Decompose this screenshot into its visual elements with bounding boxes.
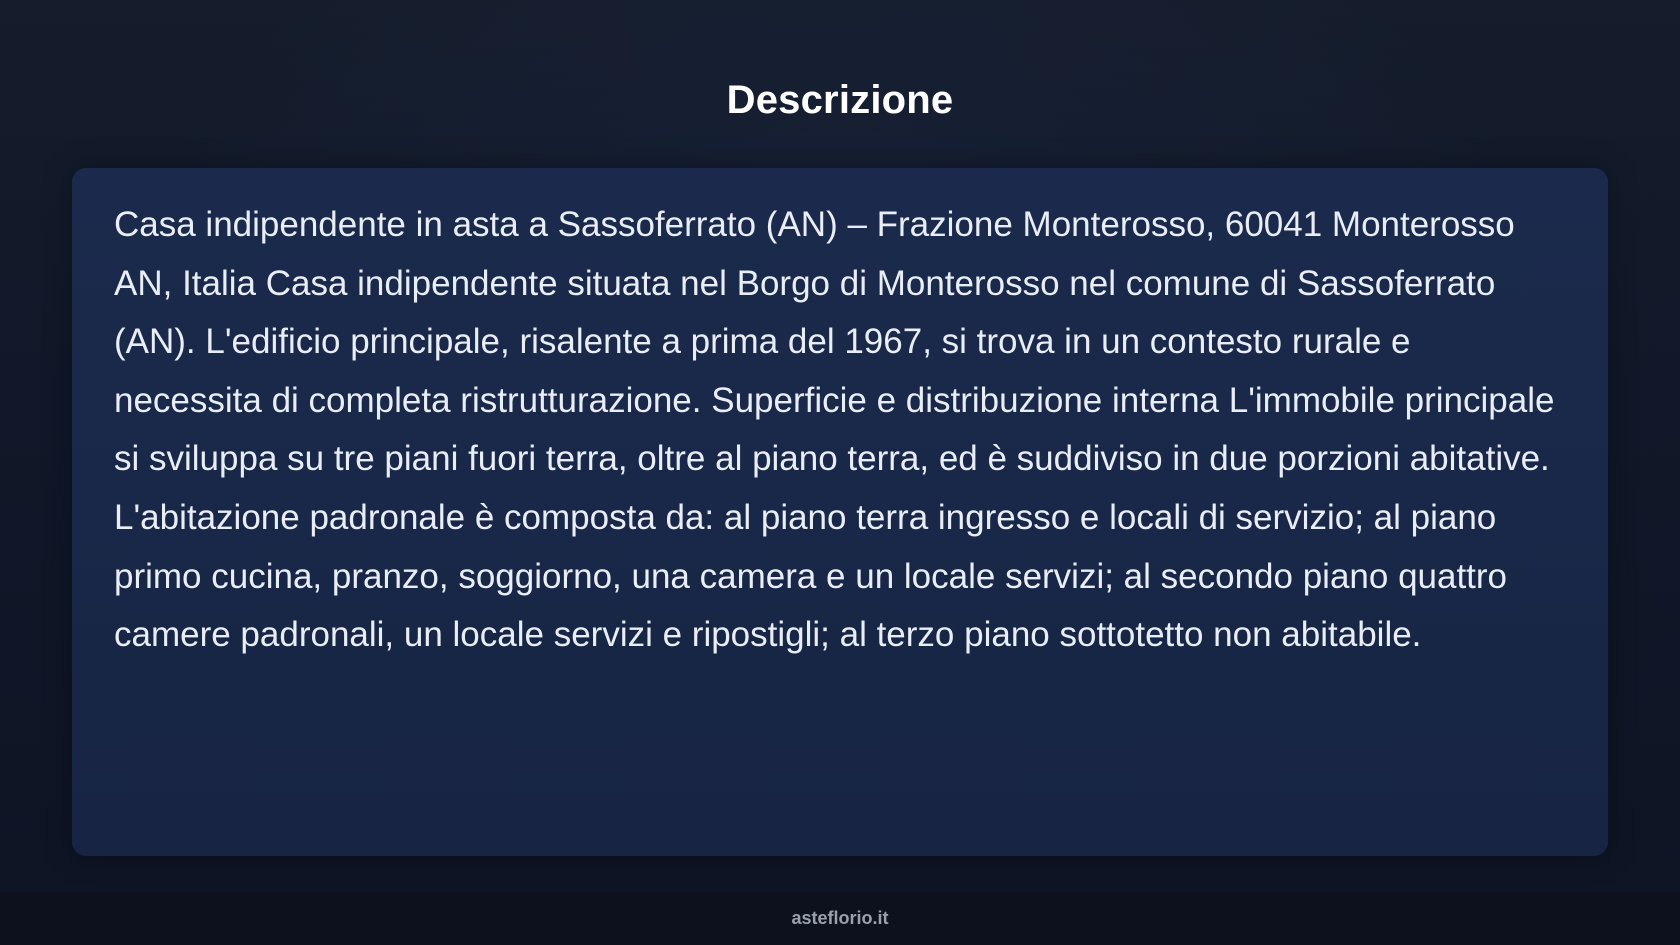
footer-site-label: asteflorio.it [791, 908, 889, 928]
footer [0, 892, 1680, 945]
description-card [72, 168, 1608, 856]
description-text: Casa indipendente in asta a Sassoferrato (AN) – Frazione Monterosso, 60041 Monterosso AN, Italia Casa indipendente situata nel Borgo di Monterosso nel comune di Sassoferrato (AN). L'edificio principale, risalente a prima del 1967, si trova in un contesto rurale e necessita di completa ristrutturazione. Superficie e distribuzione interna L'immobile principale si sviluppa su tre piani fuori terra, oltre al piano terra, ed è suddiviso in due porzioni abitative. L'abitazione padronale è composta da: al piano terra ingresso e locali di servizio; al piano primo cucina, pranzo, soggiorno, una camera e un locale servizi; al secondo piano quattro camere padronali, un locale servizi e ripostigli; al terzo piano sottotetto non abitabile. [114, 205, 1555, 655]
section-title: Descrizione [726, 78, 954, 122]
